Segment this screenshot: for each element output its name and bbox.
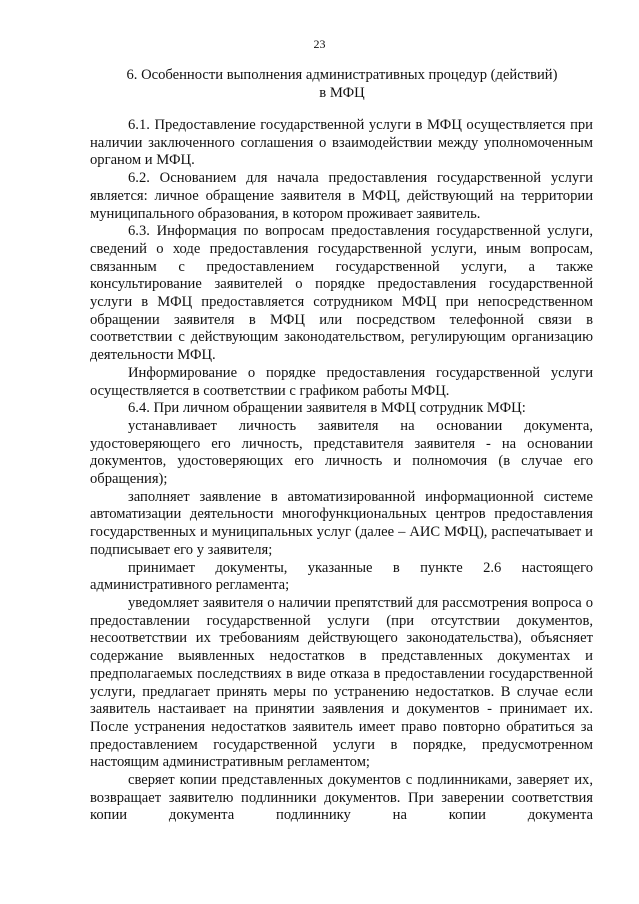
- list-item-application: заполняет заявление в автоматизированной информационной системе автоматизации деятельности многофункциональных центров предоставления государственных и муниципальных услуг (далее – АИС МФЦ), распечатывает и подписывает его у заявителя;: [90, 488, 593, 558]
- page-number: 23: [313, 37, 326, 51]
- section-heading-line-2: в МФЦ: [319, 85, 365, 101]
- paragraph-6-4: 6.4. При личном обращении заявителя в МФЦ сотрудник МФЦ:: [128, 400, 526, 417]
- document-body: [90, 117, 593, 825]
- list-item-documents: принимает документы, указанные в пункте 2.6 настоящего административного регламента;: [90, 559, 593, 594]
- paragraph-6-2: 6.2. Основанием для начала предоставления государственной услуги является: личное обращение заявителя в МФЦ, действующий на территории муниципального образования, в котором проживает заявитель.: [90, 170, 593, 222]
- list-item-identity: устанавливает личность заявителя на основании документа, удостоверяющего его личность, представителя заявителя - на основании документов, удостоверяющих его личность и полномочия (в случае его обращения);: [90, 417, 593, 488]
- section-heading-line-1: 6. Особенности выполнения административных процедур (действий): [126, 67, 558, 83]
- section-heading: [90, 66, 594, 102]
- paragraph-6-1: 6.1. Предоставление государственной услуги в МФЦ осуществляется при наличии заключенного соглашения о взаимодействии между уполномоченным органом и МФЦ.: [90, 117, 593, 169]
- list-item-copies: сверяет копии представленных документов с подлинниками, заверяет их, возвращает заявителю подлинники документов. При заверении соответствия копии документа подлиннику на копии документа: [90, 772, 593, 824]
- paragraph-informing: Информирование о порядке предоставления государственной услуги осуществляется в соответствии с графиком работы МФЦ.: [90, 364, 593, 399]
- paragraph-6-3: 6.3. Информация по вопросам предоставления государственной услуги, сведений о ходе предоставления государственной услуги, иным вопросам, связанным с предоставлением государственной услуги, а также консультирование заявителей о порядке предоставления государственной услуги в МФЦ предоставляется сотрудником МФЦ при непосредственном обращении заявителя в МФЦ или посредством телефонной связи в соответствии с действующим законодательством, регулирующим организацию деятельности МФЦ.: [90, 223, 593, 364]
- list-item-notification: уведомляет заявителя о наличии препятствий для рассмотрения вопроса о предоставлении государственной услуги (при отсутствии документов, несоответствии их требованиям действующего законодательства), объясняет содержание выявленных недостатков в представленных документах и предполагаемых последствиях в виде отказа в предоставлении государственной услуги, предлагает принять меры по устранению недостатков. В случае если заявитель настаивает на принятии заявления и документов - принимает их. После устранения недостатков заявитель имеет право повторно обратиться за предоставлением государственной услуги в порядке, предусмотренном настоящим административным регламентом;: [90, 594, 593, 771]
